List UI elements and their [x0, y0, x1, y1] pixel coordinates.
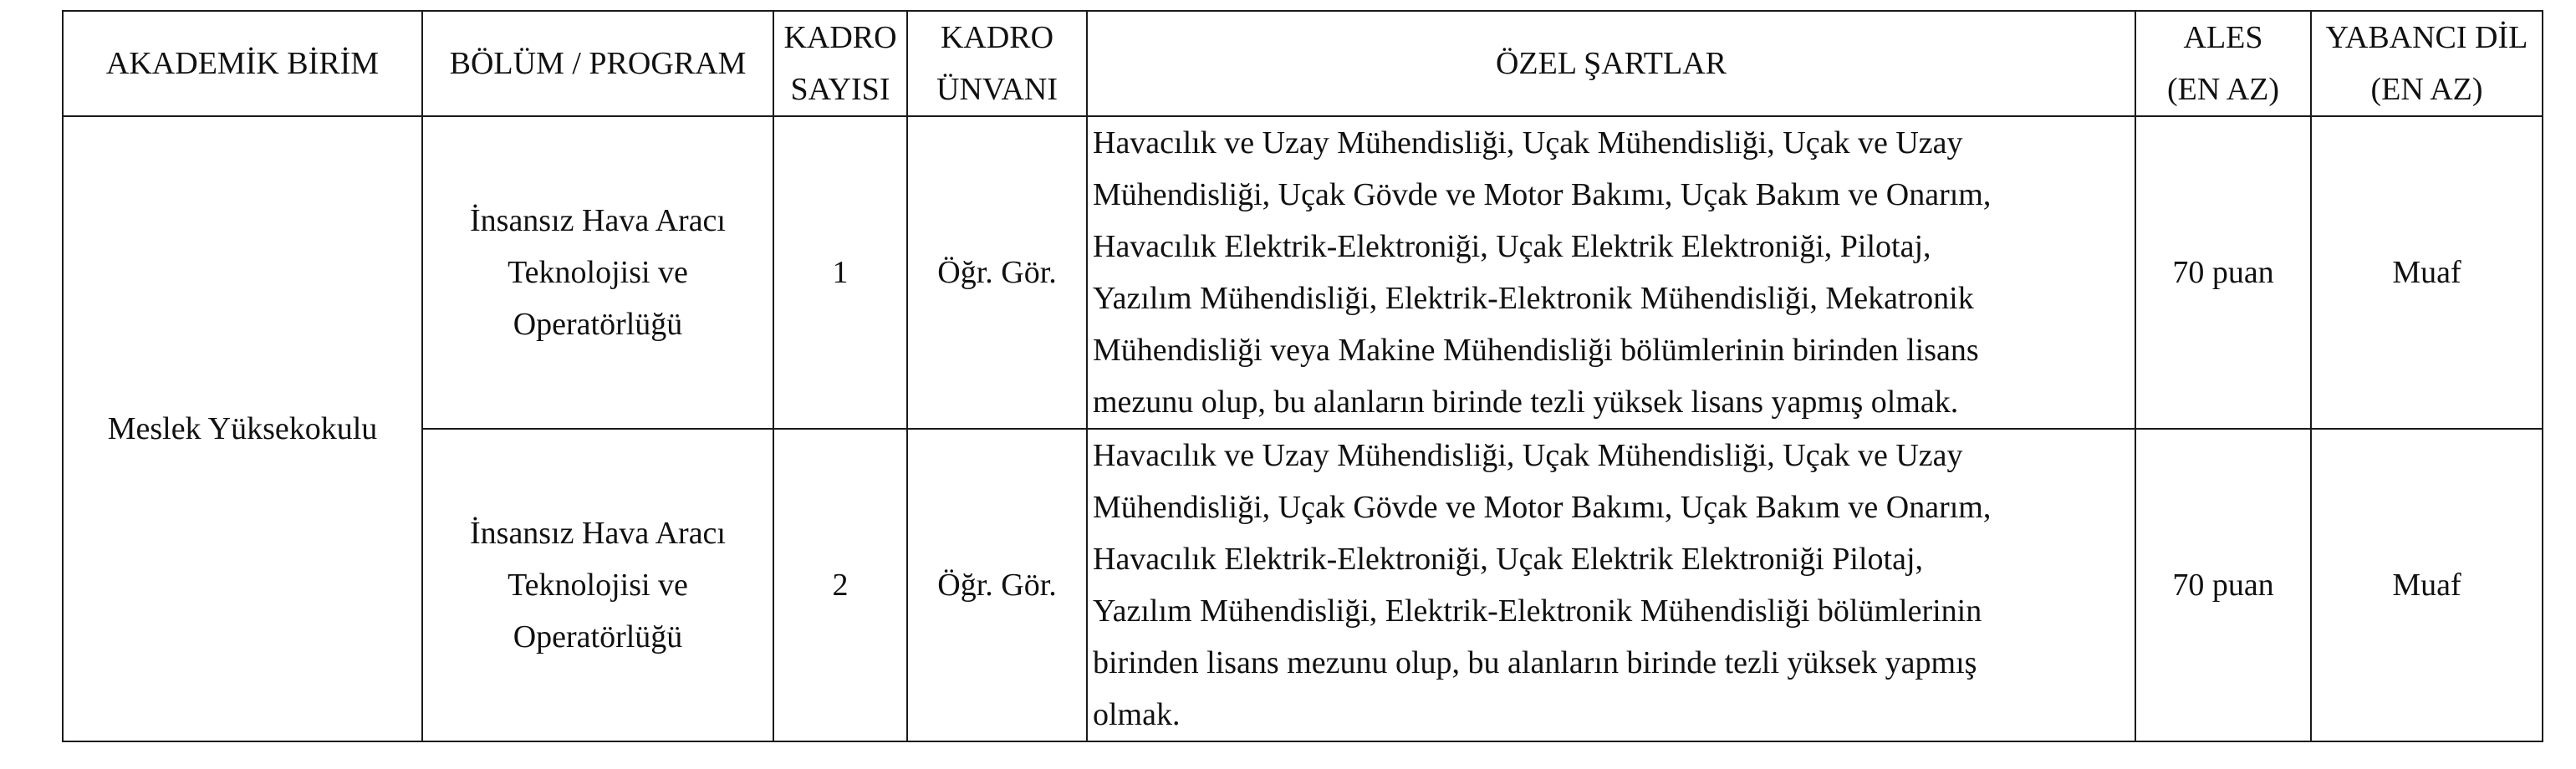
condition-line: olmak. [1093, 697, 1181, 732]
header-conditions: ÖZEL ŞARTLAR [1087, 11, 2135, 116]
header-language-line: (EN AZ) [2370, 72, 2483, 107]
condition-line: Yazılım Mühendisliği, Elektrik-Elektronik Mühendisliği bölümlerinin [1093, 593, 1982, 629]
header-title-line: ÜNVANI [936, 72, 1058, 107]
condition-line: Havacılık Elektrik-Elektroniği, Uçak Elektrik Elektroniği Pilotaj, [1093, 542, 1924, 577]
program-line: Teknolojisi ve [508, 568, 688, 603]
language-cell: Muaf [2311, 429, 2543, 741]
positions-table [62, 10, 2543, 742]
ales-cell: 70 puan [2135, 116, 2311, 429]
count-cell: 1 [773, 116, 907, 429]
unit-cell: Meslek Yüksekokulu [63, 116, 422, 741]
program-line: İnsansız Hava Aracı [470, 516, 726, 551]
program-line: Teknolojisi ve [508, 255, 688, 290]
header-ales-line: (EN AZ) [2166, 72, 2280, 107]
header-count-line: KADRO [783, 20, 897, 55]
header-language [2311, 11, 2543, 116]
program-cell [422, 429, 773, 741]
table-row [63, 116, 2543, 429]
count-cell: 2 [773, 429, 907, 741]
condition-line: Havacılık ve Uzay Mühendisliği, Uçak Mühendisliği, Uçak ve Uzay [1093, 438, 1963, 473]
header-title [907, 11, 1087, 116]
program-cell [422, 116, 773, 429]
header-count-line: SAYISI [790, 72, 890, 107]
program-line: Operatörlüğü [513, 307, 683, 342]
header-program: BÖLÜM / PROGRAM [422, 11, 773, 116]
conditions-cell [1087, 429, 2135, 741]
condition-line: Mühendisliği veya Makine Mühendisliği bölümlerinin birinden lisans [1093, 333, 1979, 368]
table-row [63, 429, 2543, 741]
header-unit: AKADEMİK BİRİM [63, 11, 422, 116]
header-ales-line: ALES [2183, 20, 2263, 55]
condition-line: Havacılık Elektrik-Elektroniği, Uçak Elektrik Elektroniği, Pilotaj, [1093, 229, 1931, 264]
title-cell: Öğr. Gör. [907, 429, 1087, 741]
language-cell: Muaf [2311, 116, 2543, 429]
header-title-line: KADRO [940, 20, 1054, 55]
ales-cell: 70 puan [2135, 429, 2311, 741]
condition-line: Yazılım Mühendisliği, Elektrik-Elektronik Mühendisliği, Mekatronik [1093, 281, 1974, 316]
condition-line: mezunu olup, bu alanların birinde tezli yüksek lisans yapmış olmak. [1093, 384, 1959, 420]
condition-line: Mühendisliği, Uçak Gövde ve Motor Bakımı, Uçak Bakım ve Onarım, [1093, 490, 1992, 525]
title-cell: Öğr. Gör. [907, 116, 1087, 429]
header-language-line: YABANCI DİL [2325, 20, 2528, 55]
header-count [773, 11, 907, 116]
header-ales [2135, 11, 2311, 116]
condition-line: Havacılık ve Uzay Mühendisliği, Uçak Mühendisliği, Uçak ve Uzay [1093, 125, 1963, 160]
program-line: Operatörlüğü [513, 619, 683, 654]
conditions-cell [1087, 116, 2135, 429]
header-row [63, 11, 2543, 116]
program-line: İnsansız Hava Aracı [470, 203, 726, 238]
condition-line: Mühendisliği, Uçak Gövde ve Motor Bakımı, Uçak Bakım ve Onarım, [1093, 177, 1992, 212]
condition-line: birinden lisans mezunu olup, bu alanların birinde tezli yüksek yapmış [1093, 645, 1977, 680]
